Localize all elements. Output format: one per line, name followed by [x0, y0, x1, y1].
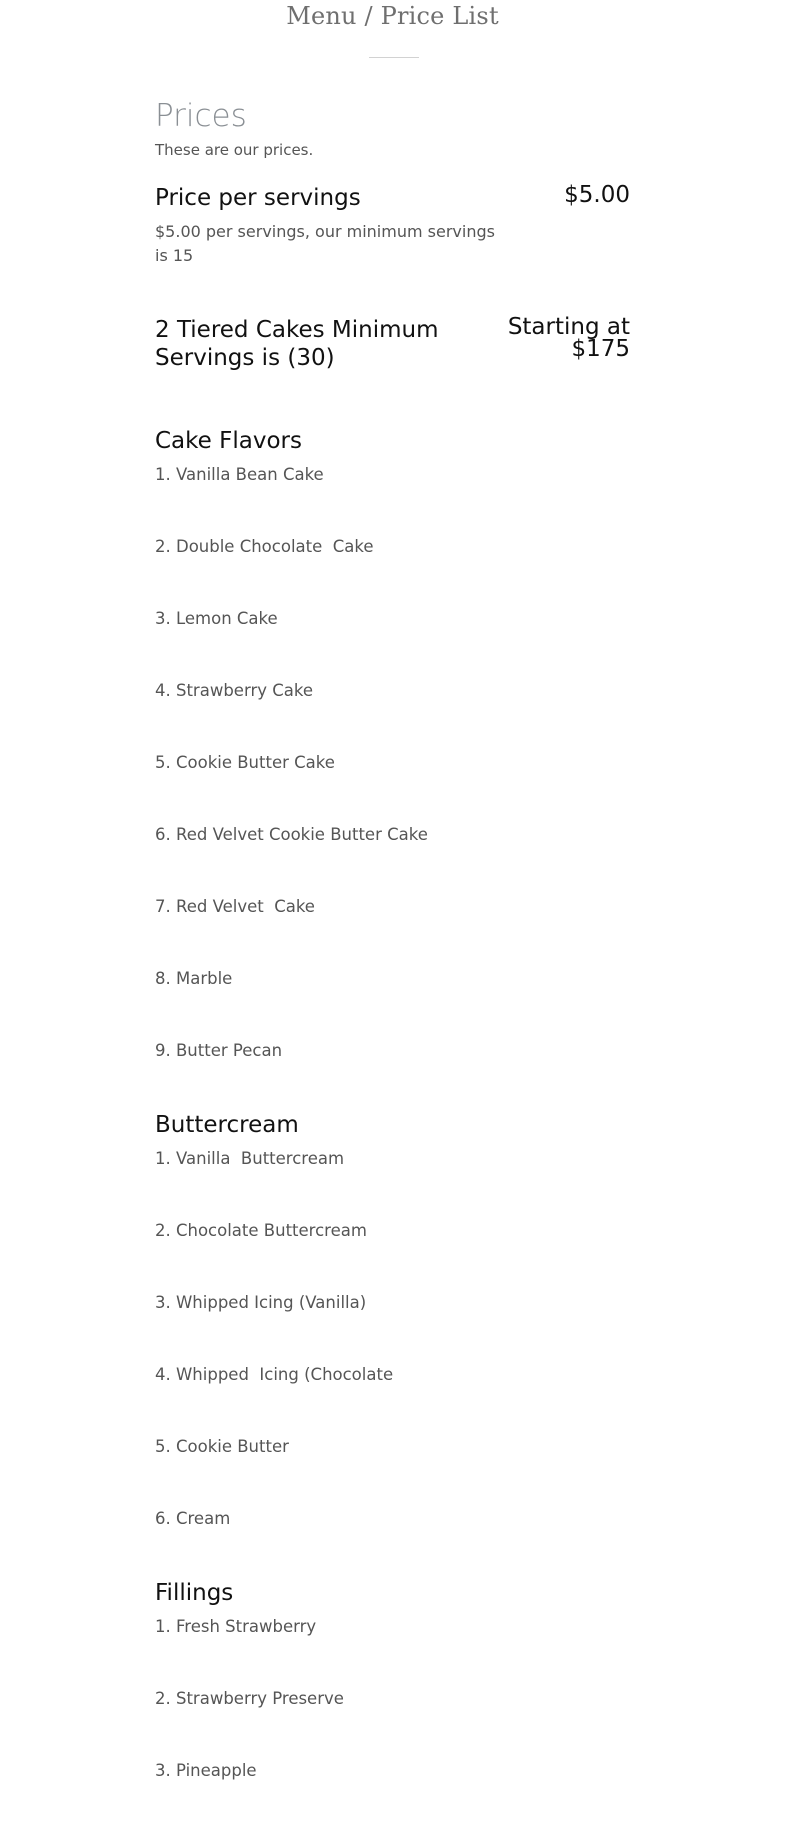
list-item: 1. Vanilla Bean Cake [155, 465, 324, 484]
cake-flavors-heading: Cake Flavors [155, 428, 302, 454]
list-item: 2. Double Chocolate Cake [155, 537, 374, 556]
menu-item-price: $5.00 [564, 182, 630, 208]
list-item: 6. Cream [155, 1509, 231, 1528]
menu-item-description: $5.00 per servings, our minimum servings is 15 [155, 222, 495, 265]
list-item: 4. Strawberry Cake [155, 681, 313, 700]
list-item: 1. Vanilla Buttercream [155, 1149, 345, 1168]
buttercream-heading: Buttercream [155, 1112, 299, 1138]
menu-item-price: Starting at $175 [507, 314, 630, 362]
title-divider [369, 57, 419, 58]
prices-heading: Prices [155, 98, 247, 134]
list-item: 1. Fresh Strawberry [155, 1617, 317, 1636]
list-item: 4. Whipped Icing (Chocolate [155, 1365, 394, 1384]
menu-item-name: Price per servings [155, 185, 361, 211]
list-item: 2. Strawberry Preserve [155, 1689, 344, 1708]
menu-item-name: 2 Tiered Cakes Minimum Servings is (30) [155, 317, 439, 371]
fillings-heading: Fillings [155, 1580, 234, 1606]
list-item: 3. Pineapple [155, 1761, 257, 1780]
list-item: 2. Chocolate Buttercream [155, 1221, 367, 1240]
list-item: 3. Lemon Cake [155, 609, 278, 628]
page-title: Menu / Price List [286, 2, 499, 30]
prices-description: These are our prices. [155, 141, 314, 159]
list-item: 6. Red Velvet Cookie Butter Cake [155, 825, 428, 844]
list-item: 7. Red Velvet Cake [155, 897, 315, 916]
list-item: 5. Cookie Butter [155, 1437, 289, 1456]
list-item: 5. Cookie Butter Cake [155, 753, 335, 772]
list-item: 8. Marble [155, 969, 233, 988]
list-item: 3. Whipped Icing (Vanilla) [155, 1293, 367, 1312]
list-item: 9. Butter Pecan [155, 1041, 283, 1060]
